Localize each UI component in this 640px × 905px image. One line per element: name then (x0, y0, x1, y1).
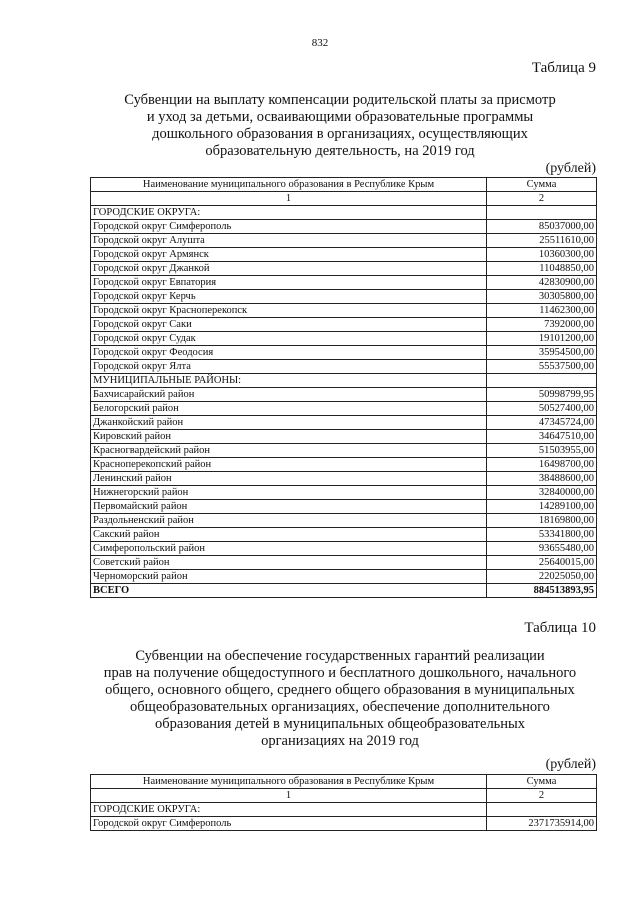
municipality-name-cell: Ленинский район (91, 472, 487, 486)
municipality-name-cell: Городской округ Саки (91, 318, 487, 332)
municipality-name-cell: Нижнегорский район (91, 486, 487, 500)
total-amount-cell: 884513893,95 (487, 584, 597, 598)
municipality-name-cell: Городской округ Алушта (91, 234, 487, 248)
municipality-name-cell: Первомайский район (91, 500, 487, 514)
amount-cell (487, 374, 597, 388)
municipality-name-cell: Советский район (91, 556, 487, 570)
amount-cell: 85037000,00 (487, 220, 597, 234)
municipality-name-cell: ГОРОДСКИЕ ОКРУГА: (91, 206, 487, 220)
municipality-name-cell: Красноперекопский район (91, 458, 487, 472)
amount-cell: 50527400,00 (487, 402, 597, 416)
municipality-name-cell: Симферопольский район (91, 542, 487, 556)
amount-cell: 25511610,00 (487, 234, 597, 248)
page-number: 832 (311, 37, 329, 49)
amount-cell: 11462300,00 (487, 304, 597, 318)
table-row (91, 402, 597, 416)
municipality-name-cell: Городской округ Евпатория (91, 276, 487, 290)
amount-cell: 7392000,00 (487, 318, 597, 332)
amount-cell: 51503955,00 (487, 444, 597, 458)
amount-cell: 34647510,00 (487, 430, 597, 444)
table10-title (80, 648, 600, 750)
amount-cell: 22025050,00 (487, 570, 597, 584)
municipality-name-cell: Кировский район (91, 430, 487, 444)
table-row (91, 486, 597, 500)
table10-title-line: Субвенции на обеспечение государственных гарантий реализации (135, 648, 545, 664)
column-number: 2 (487, 789, 597, 803)
table-row (91, 514, 597, 528)
municipality-name-cell: Бахчисарайский район (91, 388, 487, 402)
municipality-name-cell: Городской округ Симферополь (91, 817, 487, 831)
column-header-name: Наименование муниципального образования в Республике Крым (91, 178, 487, 192)
table-row (91, 528, 597, 542)
table9 (90, 177, 597, 598)
table-row (91, 374, 597, 388)
table-row (91, 416, 597, 430)
table-row (91, 542, 597, 556)
amount-cell: 35954500,00 (487, 346, 597, 360)
table-row (91, 304, 597, 318)
table10-title-line: прав на получение общедоступного и бесплатного дошкольного, начального (103, 665, 577, 681)
column-header-sum: Сумма (487, 775, 597, 789)
table9-title-line: дошкольного образования в организациях, осуществляющих (152, 126, 528, 142)
table-row (91, 500, 597, 514)
table9-title-line: и уход за детьми, осваивающими образовательные программы (146, 109, 534, 125)
amount-cell: 32840000,00 (487, 486, 597, 500)
column-numbering-row (91, 789, 597, 803)
amount-cell: 2371735914,00 (487, 817, 597, 831)
table10-title-line: образования детей в муниципальных общеобразовательных (154, 716, 526, 732)
amount-cell (487, 206, 597, 220)
table-row (91, 206, 597, 220)
table-row (91, 817, 597, 831)
column-number: 2 (487, 192, 597, 206)
table10-units: (рублей) (545, 757, 596, 772)
amount-cell: 93655480,00 (487, 542, 597, 556)
table-row (91, 332, 597, 346)
amount-cell: 25640015,00 (487, 556, 597, 570)
table-row (91, 472, 597, 486)
table-row (91, 556, 597, 570)
table-row (91, 290, 597, 304)
amount-cell: 53341800,00 (487, 528, 597, 542)
table-row (91, 234, 597, 248)
table10-title-line: общеобразовательных организациях, обеспечение дополнительного (130, 699, 550, 715)
amount-cell (487, 803, 597, 817)
table-row (91, 430, 597, 444)
municipality-name-cell: Джанкойский район (91, 416, 487, 430)
municipality-name-cell: Раздольненский район (91, 514, 487, 528)
amount-cell: 11048850,00 (487, 262, 597, 276)
amount-cell: 16498700,00 (487, 458, 597, 472)
table-row (91, 803, 597, 817)
column-header-sum: Сумма (487, 178, 597, 192)
table10-title-line: общего, основного общего, среднего общего образования в муниципальных (105, 682, 575, 698)
amount-cell: 14289100,00 (487, 500, 597, 514)
table9-title-line: Субвенции на выплату компенсации родительской платы за присмотр (124, 92, 556, 108)
municipality-name-cell: Городской округ Керчь (91, 290, 487, 304)
table-row (91, 248, 597, 262)
table-row (91, 220, 597, 234)
municipality-name-cell: Черноморский район (91, 570, 487, 584)
table-row (91, 388, 597, 402)
table10-label: Таблица 10 (524, 620, 596, 636)
table10 (90, 774, 597, 831)
table9-title-line: образовательную деятельность, на 2019 год (205, 143, 475, 159)
amount-cell: 10360300,00 (487, 248, 597, 262)
amount-cell: 55537500,00 (487, 360, 597, 374)
amount-cell: 42830900,00 (487, 276, 597, 290)
table-row (91, 444, 597, 458)
table9-units: (рублей) (545, 161, 596, 176)
total-label-cell: ВСЕГО (91, 584, 487, 598)
municipality-name-cell: Сакский район (91, 528, 487, 542)
column-number: 1 (91, 192, 487, 206)
amount-cell: 47345724,00 (487, 416, 597, 430)
municipality-name-cell: Городской округ Феодосия (91, 346, 487, 360)
amount-cell: 18169800,00 (487, 514, 597, 528)
table-row (91, 360, 597, 374)
column-number: 1 (91, 789, 487, 803)
municipality-name-cell: Городской округ Армянск (91, 248, 487, 262)
table9-label: Таблица 9 (531, 60, 596, 76)
amount-cell: 19101200,00 (487, 332, 597, 346)
table-row (91, 276, 597, 290)
amount-cell: 30305800,00 (487, 290, 597, 304)
municipality-name-cell: ГОРОДСКИЕ ОКРУГА: (91, 803, 487, 817)
municipality-name-cell: Городской округ Джанкой (91, 262, 487, 276)
municipality-name-cell: Белогорский район (91, 402, 487, 416)
column-header-name: Наименование муниципального образования в Республике Крым (91, 775, 487, 789)
table-header-row (91, 178, 597, 192)
municipality-name-cell: Красногвардейский район (91, 444, 487, 458)
table-row (91, 262, 597, 276)
total-row (91, 584, 597, 598)
table-row (91, 458, 597, 472)
municipality-name-cell: Городской округ Симферополь (91, 220, 487, 234)
table-row (91, 346, 597, 360)
table-header-row (91, 775, 597, 789)
amount-cell: 50998799,95 (487, 388, 597, 402)
municipality-name-cell: Городской округ Ялта (91, 360, 487, 374)
municipality-name-cell: Городской округ Красноперекопск (91, 304, 487, 318)
table9-title (80, 92, 600, 160)
table-row (91, 318, 597, 332)
column-numbering-row (91, 192, 597, 206)
amount-cell: 38488600,00 (487, 472, 597, 486)
table10-title-line: организациях на 2019 год (261, 733, 419, 749)
table-row (91, 570, 597, 584)
municipality-name-cell: МУНИЦИПАЛЬНЫЕ РАЙОНЫ: (91, 374, 487, 388)
municipality-name-cell: Городской округ Судак (91, 332, 487, 346)
